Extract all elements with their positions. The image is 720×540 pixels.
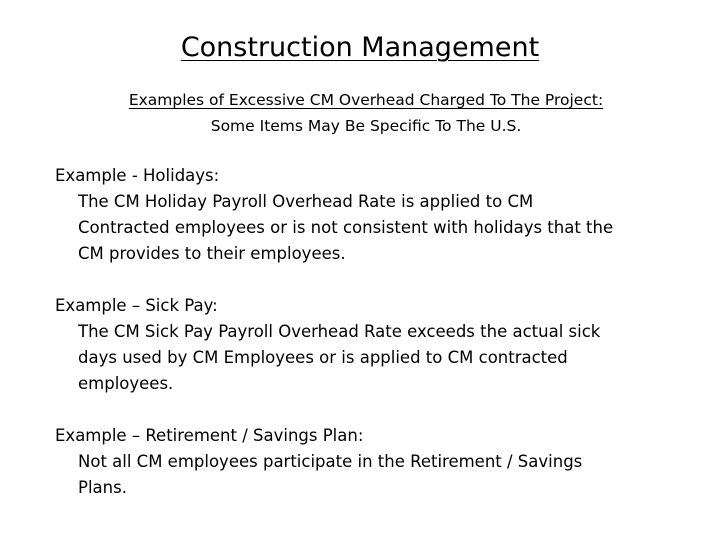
- example-retirement-heading: Example – Retirement / Savings Plan:: [55, 426, 364, 445]
- example-holidays-heading: Example - Holidays:: [55, 166, 220, 185]
- body-line: Not all CM employees participate in the Retirement / Savings: [78, 452, 583, 471]
- subtitle-line-1: [0, 87, 720, 113]
- example-sick-pay-heading: Example – Sick Pay:: [55, 296, 218, 315]
- body-line: CM provides to their employees.: [78, 244, 346, 263]
- body-line: The CM Holiday Payroll Overhead Rate is applied to CM: [78, 192, 534, 211]
- subtitle-line-1-text: Examples of Excessive CM Overhead Charged To The Project:: [128, 91, 604, 109]
- body-line: Contracted employees or is not consistent with holidays that the: [78, 218, 614, 237]
- subtitle-line-2: [0, 113, 720, 139]
- body-line: The CM Sick Pay Payroll Overhead Rate exceeds the actual sick: [78, 322, 601, 341]
- example-retirement-body: [78, 449, 582, 501]
- example-sick-pay-body: [78, 319, 600, 397]
- body-line: employees.: [78, 374, 174, 393]
- example-holidays-body: [78, 189, 613, 267]
- slide-title: [0, 30, 720, 66]
- slide-title-text: Construction Management: [180, 32, 540, 63]
- body-line: Plans.: [78, 478, 127, 497]
- body-line: days used by CM Employees or is applied to CM contracted: [78, 348, 568, 367]
- subtitle-line-2-text: Some Items May Be Specific To The U.S.: [210, 117, 522, 135]
